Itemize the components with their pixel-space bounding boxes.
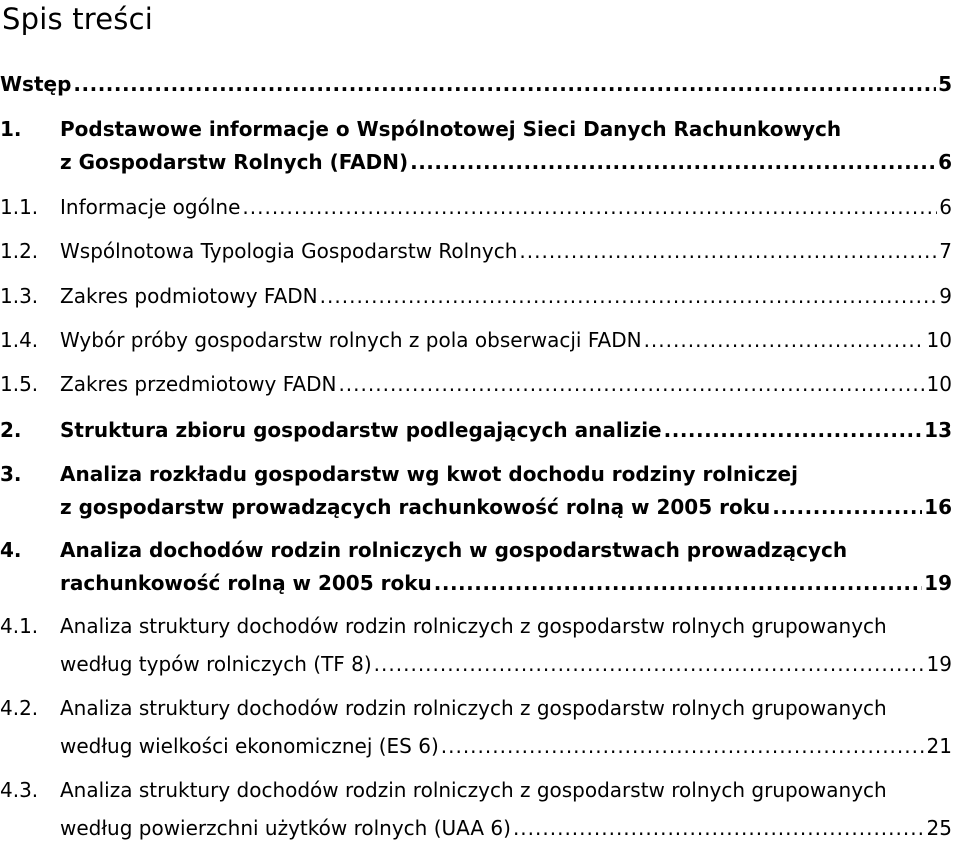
toc-entry-text: Zakres przedmiotowy FADN: [60, 372, 337, 396]
toc-leader-dots: [242, 195, 937, 215]
toc-entry-1-line1[interactable]: [0, 117, 952, 141]
toc-entry-3-line1[interactable]: [0, 462, 952, 486]
toc-entry-2[interactable]: [0, 418, 952, 442]
toc-entry-4-1[interactable]: [0, 652, 952, 676]
toc-entry-text: Podstawowe informacje o Wspólnotowej Sieci Danych Rachunkowych: [60, 117, 842, 141]
toc-entry-text: Analiza struktury dochodów rodzin rolniczych z gospodarstw rolnych grupowanych: [60, 696, 887, 720]
toc-entry-text: według typów rolniczych (TF 8): [60, 652, 372, 676]
toc-leader-dots: [644, 328, 925, 348]
toc-page-number: 25: [926, 816, 952, 840]
page-title: Spis treści: [2, 2, 154, 36]
toc-entry-text: Wstęp: [0, 72, 72, 96]
toc-leader-dots: [441, 734, 925, 754]
toc-entry-4-2[interactable]: [0, 734, 952, 758]
toc-entry-number: 1.: [0, 117, 22, 141]
toc-entry-wstep[interactable]: [0, 72, 952, 96]
toc-entry-text: Analiza dochodów rodzin rolniczych w gospodarstwach prowadzących: [60, 538, 848, 562]
toc-entry-4-1-line1[interactable]: [0, 614, 952, 638]
toc-leader-dots: [513, 816, 925, 836]
toc-entry-number: 3.: [0, 462, 22, 486]
toc-entry-text: Analiza struktury dochodów rodzin rolniczych z gospodarstw rolnych grupowanych: [60, 778, 887, 802]
toc-entry-number: 1.4.: [0, 328, 39, 352]
toc-entry-number: 2.: [0, 418, 22, 442]
toc-entry-text: Informacje ogólne: [60, 195, 241, 219]
toc-entry-1-4[interactable]: [0, 328, 952, 352]
toc-entry-text: z Gospodarstw Rolnych (FADN): [60, 150, 409, 174]
toc-page-number: 19: [924, 571, 952, 595]
toc-entry-3[interactable]: [0, 495, 952, 519]
toc-entry-1-3[interactable]: [0, 284, 952, 308]
toc-entry-text: według powierzchni użytków rolnych (UAA 6): [60, 816, 511, 840]
toc-leader-dots: [73, 72, 936, 92]
toc-leader-dots: [410, 150, 936, 170]
toc-entry-4-3-line1[interactable]: [0, 778, 952, 802]
toc-entry-1-5[interactable]: [0, 372, 952, 396]
toc-entry-text: według wielkości ekonomicznej (ES 6): [60, 734, 439, 758]
toc-page-number: 7: [939, 239, 952, 263]
toc-entry-1-2[interactable]: [0, 239, 952, 263]
toc-leader-dots: [519, 239, 937, 259]
toc-entry-text: Wspólnotowa Typologia Gospodarstw Rolnych: [60, 239, 518, 263]
toc-entry-4-3[interactable]: [0, 816, 952, 840]
toc-entry-text: rachunkowość rolną w 2005 roku: [60, 571, 432, 595]
toc-entry-number: 4.1.: [0, 614, 39, 638]
toc-entry-number: 4.: [0, 538, 22, 562]
toc-entry-1-1[interactable]: [0, 195, 952, 219]
toc-page-number: 21: [926, 734, 952, 758]
toc-page-number: 5: [938, 72, 952, 96]
toc-entry-text: Zakres podmiotowy FADN: [60, 284, 318, 308]
toc-entry-1[interactable]: [0, 150, 952, 174]
toc-entry-text: z gospodarstw prowadzących rachunkowość rolną w 2005 roku: [60, 495, 771, 519]
toc-entry-number: 4.2.: [0, 696, 39, 720]
toc-page-number: 10: [926, 328, 952, 352]
toc-entry-4-line1[interactable]: [0, 538, 952, 562]
toc-entry-4-2-line1[interactable]: [0, 696, 952, 720]
toc-leader-dots: [772, 495, 922, 515]
toc-leader-dots: [664, 418, 923, 438]
toc-entry-number: 1.3.: [0, 284, 39, 308]
toc-entry-number: 1.2.: [0, 239, 39, 263]
toc-entry-number: 1.1.: [0, 195, 39, 219]
toc-leader-dots: [374, 652, 925, 672]
toc-entry-text: Struktura zbioru gospodarstw podlegających analizie: [60, 418, 662, 442]
toc-leader-dots: [338, 372, 924, 392]
toc-entry-4[interactable]: [0, 571, 952, 595]
toc-entry-text: Analiza struktury dochodów rodzin rolniczych z gospodarstw rolnych grupowanych: [60, 614, 887, 638]
toc-page-number: 6: [938, 150, 952, 174]
toc-entry-number: 1.5.: [0, 372, 39, 396]
toc-page-number: 10: [926, 372, 952, 396]
toc-page-number: 13: [924, 418, 952, 442]
toc-leader-dots: [320, 284, 938, 304]
toc-leader-dots: [434, 571, 922, 591]
toc-page-number: 19: [926, 652, 952, 676]
toc-page-number: 9: [939, 284, 952, 308]
toc-entry-number: 4.3.: [0, 778, 39, 802]
toc-page-number: 6: [939, 195, 952, 219]
toc-entry-text: Analiza rozkładu gospodarstw wg kwot dochodu rodziny rolniczej: [60, 462, 798, 486]
toc-entry-text: Wybór próby gospodarstw rolnych z pola obserwacji FADN: [60, 328, 642, 352]
toc-page-number: 16: [924, 495, 952, 519]
